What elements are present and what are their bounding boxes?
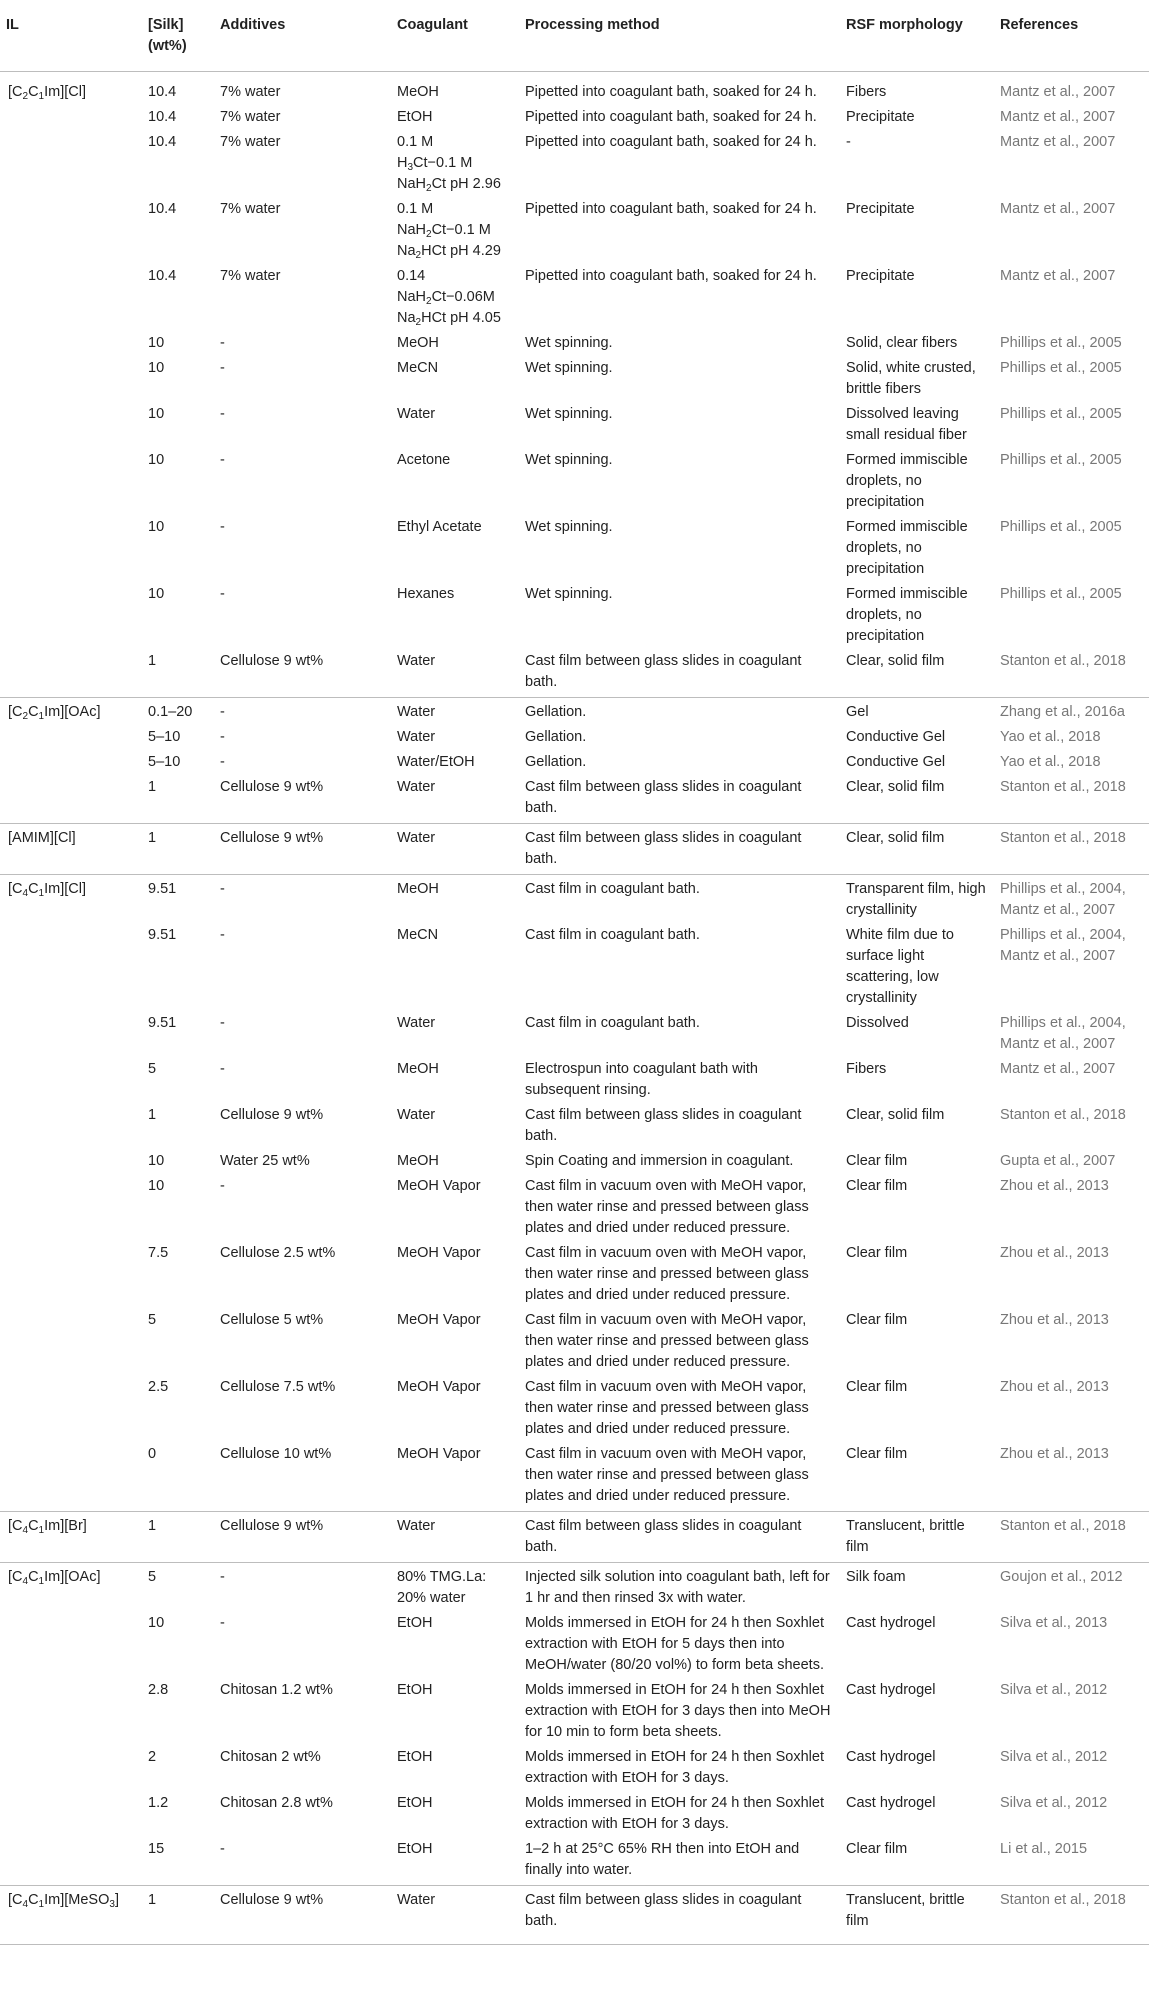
additives-cell: - [220, 1061, 225, 1077]
morphology-cell: Precipitate [846, 268, 915, 284]
table-row [0, 1886, 1149, 1945]
coagulant-cell: Water/EtOH [397, 754, 475, 770]
il-cell [0, 925, 138, 1013]
il-cell [0, 1377, 138, 1444]
additives-cell: Cellulose 9 wt% [214, 1886, 391, 1945]
il-cell: $[C_4C_1Im][Cl]$ [0, 875, 138, 926]
column-header-coagulant: Coagulant [391, 0, 519, 72]
reference-cell: Yao et al., 2018 [1000, 754, 1101, 770]
reference-cell: Phillips et al., 2005 [1000, 586, 1122, 602]
silk-cell: 1.2 [148, 1795, 169, 1811]
il-cell [0, 651, 138, 698]
method-cell: Pipetted into coagulant bath, soaked for 24 h. [525, 201, 817, 217]
reference-cell: Phillips et al., 2004, Mantz et al., 2007 [994, 875, 1149, 926]
morphology-cell: Translucent, brittle film [840, 1512, 994, 1563]
method-cell: Wet spinning. [525, 586, 613, 602]
silk-cell: 5–10 [148, 754, 181, 770]
reference-cell: Mantz et al., 2007 [1000, 1061, 1116, 1077]
coagulant-cell: EtOH [397, 1749, 433, 1765]
reference-cell: Mantz et al., 2007 [1000, 84, 1116, 100]
table-row [0, 1839, 1149, 1886]
additives-cell: Chitosan 1.2 wt% [220, 1682, 333, 1698]
table-row [0, 752, 1149, 777]
reference-cell: Stanton et al., 2018 [1000, 1107, 1126, 1123]
coagulant-cell: EtOH [397, 1795, 433, 1811]
table-row [0, 1747, 1149, 1793]
additives-cell: 7% water [220, 109, 281, 125]
method-cell: Pipetted into coagulant bath, soaked for 24 h. [525, 134, 817, 150]
additives-cell: Cellulose 9 wt% [214, 824, 391, 875]
table-row [0, 1793, 1149, 1839]
coagulant-cell: Hexanes [397, 586, 455, 602]
morphology-cell: Formed immiscible droplets, no precipitation [846, 519, 968, 577]
table-row [0, 1444, 1149, 1512]
method-cell: Pipetted into coagulant bath, soaked for 24 h. [525, 84, 817, 100]
coagulant-cell: Water [397, 653, 436, 669]
method-cell: Pipetted into coagulant bath, soaked for 24 h. [525, 109, 817, 125]
reference-cell: Phillips et al., 2005 [1000, 519, 1122, 535]
reference-cell: Phillips et al., 2005 [1000, 360, 1122, 376]
coagulant-cell: Water [391, 1886, 519, 1945]
method-cell: Cast film in vacuum oven with MeOH vapor, then water rinse and pressed between glass plates and dried under reduced pressure. [525, 1312, 809, 1370]
coagulant-cell: Water [397, 1015, 436, 1031]
reference-cell: Mantz et al., 2007 [1000, 201, 1116, 217]
additives-cell: 7% water [220, 201, 281, 217]
morphology-cell: Conductive Gel [846, 754, 946, 770]
method-cell: Cast film between glass slides in coagulant bath. [525, 779, 802, 816]
silk-cell: 1 [138, 824, 214, 875]
morphology-cell: Clear, solid film [840, 824, 994, 875]
il-cell: $[C_2C_1Im][OAc]$ [0, 698, 138, 728]
coagulant-cell: MeCN [397, 360, 439, 376]
table-row [0, 584, 1149, 651]
coagulant-cell: 0.1 M $H_3Ct-0.1$ M NaH$_2$Ct pH 2.96 [397, 134, 501, 194]
silk-cell: 1 [148, 779, 157, 795]
coagulant-cell: MeOH [397, 335, 439, 351]
reference-cell: Zhou et al., 2013 [1000, 1379, 1109, 1395]
table-row [0, 651, 1149, 698]
table-row [0, 132, 1149, 199]
morphology-cell: Precipitate [846, 201, 915, 217]
reference-cell: Phillips et al., 2004, Mantz et al., 2007 [1000, 927, 1126, 964]
morphology-cell: - [846, 134, 851, 150]
additives-cell: Cellulose 5 wt% [220, 1312, 324, 1328]
additives-cell: - [214, 1563, 391, 1614]
reference-cell: Mantz et al., 2007 [1000, 109, 1116, 125]
method-cell: Molds immersed in EtOH for 24 h then Soxhlet extraction with EtOH for 3 days. [525, 1795, 824, 1832]
method-cell: Gellation. [519, 698, 840, 728]
table-row [0, 925, 1149, 1013]
coagulant-cell: Water [391, 698, 519, 728]
method-cell: Cast film in vacuum oven with MeOH vapor, then water rinse and pressed between glass plates and dried under reduced pressure. [525, 1245, 809, 1303]
additives-cell: - [220, 927, 225, 943]
reference-cell: Phillips et al., 2005 [1000, 406, 1122, 422]
il-cell [0, 1013, 138, 1059]
il-cell [0, 1839, 138, 1886]
additives-cell: Cellulose 2.5 wt% [220, 1245, 336, 1261]
method-cell: Wet spinning. [525, 452, 613, 468]
additives-cell: Cellulose 7.5 wt% [220, 1379, 336, 1395]
method-cell: Wet spinning. [525, 360, 613, 376]
silk-cell: 10.4 [148, 201, 177, 217]
column-header-silk: [Silk] (wt%) [138, 0, 214, 72]
additives-cell: - [220, 1178, 225, 1194]
coagulant-cell: 80% TMG.La: 20% water [391, 1563, 519, 1614]
morphology-cell: Cast hydrogel [846, 1615, 936, 1631]
silk-cell: 10 [148, 1178, 165, 1194]
morphology-cell: Conductive Gel [846, 729, 946, 745]
table-row [0, 1512, 1149, 1563]
silk-cell: 1 [148, 653, 157, 669]
reference-cell: Stanton et al., 2018 [994, 1886, 1149, 1945]
additives-cell: Cellulose 9 wt% [214, 1512, 391, 1563]
coagulant-cell: EtOH [397, 1841, 433, 1857]
reference-cell: Stanton et al., 2018 [994, 824, 1149, 875]
reference-cell: Zhou et al., 2013 [1000, 1446, 1109, 1462]
additives-cell: - [220, 729, 225, 745]
reference-cell: Silva et al., 2012 [1000, 1682, 1108, 1698]
il-cell [0, 132, 138, 199]
silk-cell: 10 [148, 406, 165, 422]
silk-cell: 10 [148, 452, 165, 468]
column-header-rsf-morphology: RSF morphology [840, 0, 994, 72]
method-cell: 1–2 h at 25°C 65% RH then into EtOH and finally into water. [525, 1841, 800, 1878]
morphology-cell: Clear film [846, 1379, 908, 1395]
table-row [0, 199, 1149, 266]
silk-cell: 10 [148, 1153, 165, 1169]
coagulant-cell: Ethyl Acetate [397, 519, 482, 535]
silk-cell: 2 [148, 1749, 157, 1765]
morphology-cell: Fibers [846, 84, 887, 100]
table-row [0, 1377, 1149, 1444]
il-cell [0, 1176, 138, 1243]
il-cell: $[C_4C_1Im][OAc]$ [0, 1563, 138, 1614]
morphology-cell: Formed immiscible droplets, no precipitation [846, 452, 968, 510]
column-header-additives: Additives [214, 0, 391, 72]
method-cell: Cast film in vacuum oven with MeOH vapor, then water rinse and pressed between glass plates and dried under reduced pressure. [525, 1178, 809, 1236]
method-cell: Spin Coating and immersion in coagulant. [525, 1153, 794, 1169]
method-cell: Cast film in coagulant bath. [519, 875, 840, 926]
table-row [0, 358, 1149, 404]
method-cell: Wet spinning. [525, 519, 613, 535]
additives-cell: 7% water [220, 134, 281, 150]
reference-cell: Silva et al., 2012 [1000, 1749, 1108, 1765]
il-cell [0, 404, 138, 450]
table-row [0, 404, 1149, 450]
table-row [0, 1151, 1149, 1176]
il-cell [0, 1793, 138, 1839]
silk-cell: 1 [138, 1886, 214, 1945]
il-cell [0, 1680, 138, 1747]
morphology-cell: Clear film [846, 1178, 908, 1194]
il-cell [0, 1105, 138, 1151]
silk-cell: 10.4 [148, 268, 177, 284]
silk-cell: 7.5 [148, 1245, 169, 1261]
silk-cell: 15 [148, 1841, 165, 1857]
additives-cell: - [220, 586, 225, 602]
table-row [0, 1059, 1149, 1105]
morphology-cell: Dissolved [846, 1015, 909, 1031]
method-cell: Wet spinning. [525, 335, 613, 351]
additives-cell: Cellulose 9 wt% [220, 779, 324, 795]
table-header [0, 0, 1149, 72]
silk-cell: 9.51 [138, 875, 214, 926]
coagulant-cell: Water [397, 1107, 436, 1123]
morphology-cell: Dissolved leaving small residual fiber [846, 406, 967, 443]
silk-cell: 9.51 [148, 927, 177, 943]
table-body [0, 72, 1149, 1945]
silk-cell: 10.4 [148, 109, 177, 125]
coagulant-cell: MeCN [397, 927, 439, 943]
silk-cell: 5 [138, 1563, 214, 1614]
reference-cell: Silva et al., 2012 [1000, 1795, 1108, 1811]
additives-cell: - [220, 452, 225, 468]
morphology-cell: Solid, clear fibers [846, 335, 958, 351]
reference-cell: Stanton et al., 2018 [1000, 653, 1126, 669]
il-cell [0, 107, 138, 132]
il-cell [0, 333, 138, 358]
coagulant-cell: EtOH [397, 109, 433, 125]
il-cell [0, 584, 138, 651]
table-row [0, 1243, 1149, 1310]
coagulant-cell: Water [397, 779, 436, 795]
method-cell: Cast film between glass slides in coagulant bath. [519, 1512, 840, 1563]
il-cell [0, 199, 138, 266]
coagulant-cell: MeOH [397, 84, 439, 100]
reference-cell: Yao et al., 2018 [1000, 729, 1101, 745]
reference-cell: Mantz et al., 2007 [1000, 268, 1116, 284]
table-row [0, 107, 1149, 132]
additives-cell: Cellulose 9 wt% [220, 653, 324, 669]
silk-cell: 10 [148, 1615, 165, 1631]
table-row [0, 1105, 1149, 1151]
coagulant-cell: Water [391, 824, 519, 875]
il-cell [0, 517, 138, 584]
reference-cell: Li et al., 2015 [1000, 1841, 1088, 1857]
additives-cell: - [220, 754, 225, 770]
reference-cell: Phillips et al., 2005 [1000, 452, 1122, 468]
table-row [0, 1176, 1149, 1243]
coagulant-cell: MeOH Vapor [397, 1178, 481, 1194]
method-cell: Gellation. [525, 754, 587, 770]
silk-cell: 9.51 [148, 1015, 177, 1031]
method-cell: Electrospun into coagulant bath with subsequent rinsing. [525, 1061, 758, 1098]
reference-cell: Zhou et al., 2013 [1000, 1245, 1109, 1261]
method-cell: Molds immersed in EtOH for 24 h then Soxhlet extraction with EtOH for 3 days. [525, 1749, 824, 1786]
il-cell [0, 752, 138, 777]
additives-cell: - [214, 875, 391, 926]
table-row [0, 875, 1149, 926]
il-cell [0, 777, 138, 824]
method-cell: Cast film in vacuum oven with MeOH vapor, then water rinse and pressed between glass plates and dried under reduced pressure. [525, 1446, 809, 1504]
silk-cell: 1 [138, 1512, 214, 1563]
additives-cell: - [220, 360, 225, 376]
il-cell [0, 1747, 138, 1793]
morphology-cell: Clear film [846, 1245, 908, 1261]
method-cell: Injected silk solution into coagulant bath, left for 1 hr and then rinsed 3x with water. [519, 1563, 840, 1614]
silk-cell: 10.4 [148, 84, 177, 100]
additives-cell: - [220, 1841, 225, 1857]
morphology-cell: Clear, solid film [846, 653, 945, 669]
table-row [0, 1310, 1149, 1377]
additives-cell: - [220, 406, 225, 422]
silk-cell: 1 [148, 1107, 157, 1123]
coagulant-cell: MeOH [397, 1153, 439, 1169]
silk-cell: 2.5 [148, 1379, 169, 1395]
table-row [0, 1680, 1149, 1747]
column-header-references: References [994, 0, 1149, 72]
silk-cell: 2.8 [148, 1682, 169, 1698]
coagulant-cell: MeOH Vapor [397, 1446, 481, 1462]
morphology-cell: Clear film [846, 1153, 908, 1169]
il-cell [0, 1310, 138, 1377]
coagulant-cell: MeOH Vapor [397, 1379, 481, 1395]
morphology-cell: Precipitate [846, 109, 915, 125]
method-cell: Cast film between glass slides in coagulant bath. [519, 1886, 840, 1945]
morphology-cell: Transparent film, high crystallinity [840, 875, 994, 926]
reference-cell: Mantz et al., 2007 [1000, 134, 1116, 150]
additives-cell: 7% water [220, 84, 281, 100]
additives-cell: Chitosan 2.8 wt% [220, 1795, 333, 1811]
reference-cell: Zhou et al., 2013 [1000, 1312, 1109, 1328]
coagulant-cell: 0.1 M NaH$_2$Ct−0.1 M $Na_2HCt$ pH 4.29 [397, 201, 501, 261]
additives-cell: - [220, 335, 225, 351]
table-row [0, 517, 1149, 584]
morphology-cell: Cast hydrogel [846, 1795, 936, 1811]
silk-cell: 10.4 [148, 134, 177, 150]
reference-cell: Phillips et al., 2005 [1000, 335, 1122, 351]
coagulant-cell: MeOH [391, 875, 519, 926]
morphology-cell: Clear film [846, 1446, 908, 1462]
coagulant-cell: Acetone [397, 452, 451, 468]
silk-cell: 10 [148, 360, 165, 376]
reference-cell: Goujon et al., 2012 [994, 1563, 1149, 1614]
reference-cell: Phillips et al., 2004, Mantz et al., 2007 [1000, 1015, 1126, 1052]
reference-cell: Zhang et al., 2016a [994, 698, 1149, 728]
morphology-cell: Translucent, brittle film [840, 1886, 994, 1945]
table-row [0, 1013, 1149, 1059]
coagulant-cell: Water [397, 406, 436, 422]
column-header-processing-method: Processing method [519, 0, 840, 72]
il-cell: $[C_4C_1Im][MeSO_3]$ [0, 1886, 138, 1945]
additives-cell: 7% water [220, 268, 281, 284]
method-cell: Cast film in coagulant bath. [525, 1015, 700, 1031]
additives-cell: Water 25 wt% [220, 1153, 310, 1169]
additives-cell: - [220, 1615, 225, 1631]
il-cell: [AMIM][Cl] [0, 824, 138, 875]
silk-cell: 5–10 [148, 729, 181, 745]
il-cell [0, 358, 138, 404]
method-cell: Cast film in vacuum oven with MeOH vapor, then water rinse and pressed between glass plates and dried under reduced pressure. [525, 1379, 809, 1437]
coagulant-cell: EtOH [397, 1615, 433, 1631]
morphology-cell: White film due to surface light scattering, low crystallinity [846, 927, 954, 1006]
reference-cell: Stanton et al., 2018 [1000, 779, 1126, 795]
method-cell: Molds immersed in EtOH for 24 h then Soxhlet extraction with EtOH for 5 days then into MeOH/water (80/20 vol%) to form beta sheets. [525, 1615, 824, 1673]
il-cell [0, 450, 138, 517]
il-cell [0, 1243, 138, 1310]
morphology-cell: Gel [840, 698, 994, 728]
morphology-cell: Clear, solid film [846, 779, 945, 795]
silk-cell: 5 [148, 1312, 157, 1328]
morphology-cell: Cast hydrogel [846, 1749, 936, 1765]
morphology-cell: Cast hydrogel [846, 1682, 936, 1698]
table-row [0, 824, 1149, 875]
coagulant-cell: Water [391, 1512, 519, 1563]
silk-cell: 5 [148, 1061, 157, 1077]
method-cell: Cast film in coagulant bath. [525, 927, 700, 943]
table-row [0, 1563, 1149, 1614]
silk-cell: 0 [148, 1446, 157, 1462]
coagulant-cell: Water [397, 729, 436, 745]
il-cell [0, 1613, 138, 1680]
coagulant-cell: MeOH Vapor [397, 1312, 481, 1328]
morphology-cell: Fibers [846, 1061, 887, 1077]
coagulant-cell: 0.14 NaH$_2$Ct−0.06M $Na_2HCt$ pH 4.05 [397, 268, 501, 328]
column-header-il: IL [0, 0, 138, 72]
il-cell [0, 266, 138, 333]
method-cell: Wet spinning. [525, 406, 613, 422]
il-cell: $[C_4C_1Im][Br]$ [0, 1512, 138, 1563]
il-cell [0, 1151, 138, 1176]
il-cell [0, 1059, 138, 1105]
method-cell: Pipetted into coagulant bath, soaked for 24 h. [525, 268, 817, 284]
morphology-cell: Silk foam [840, 1563, 994, 1614]
table-row [0, 72, 1149, 108]
table-row [0, 698, 1149, 728]
silk-cell: 10 [148, 519, 165, 535]
morphology-cell: Clear film [846, 1841, 908, 1857]
table-row [0, 266, 1149, 333]
method-cell: Cast film between glass slides in coagulant bath. [525, 1107, 802, 1144]
table-row [0, 727, 1149, 752]
additives-cell: Cellulose 9 wt% [220, 1107, 324, 1123]
silk-cell: 10 [148, 335, 165, 351]
additives-cell: - [220, 519, 225, 535]
additives-cell: - [214, 698, 391, 728]
il-cell: $[C_2C_1Im][Cl]$ [8, 84, 86, 102]
additives-cell: Cellulose 10 wt% [220, 1446, 332, 1462]
coagulant-cell: MeOH Vapor [397, 1245, 481, 1261]
morphology-cell: Solid, white crusted, brittle fibers [846, 360, 976, 397]
method-cell: Molds immersed in EtOH for 24 h then Soxhlet extraction with EtOH for 3 days then into MeOH for 10 min to form beta sheets. [525, 1682, 831, 1740]
il-cell [0, 1444, 138, 1512]
method-cell: Gellation. [525, 729, 587, 745]
reference-cell: Silva et al., 2013 [1000, 1615, 1108, 1631]
additives-cell: Chitosan 2 wt% [220, 1749, 321, 1765]
reference-cell: Gupta et al., 2007 [1000, 1153, 1116, 1169]
morphology-cell: Formed immiscible droplets, no precipitation [846, 586, 968, 644]
coagulant-cell: EtOH [397, 1682, 433, 1698]
table-row [0, 333, 1149, 358]
method-cell: Cast film between glass slides in coagulant bath. [525, 653, 802, 690]
reference-cell: Stanton et al., 2018 [994, 1512, 1149, 1563]
additives-cell: - [220, 1015, 225, 1031]
method-cell: Cast film between glass slides in coagulant bath. [519, 824, 840, 875]
table-row [0, 1613, 1149, 1680]
table-row [0, 450, 1149, 517]
silk-cell: 10 [148, 586, 165, 602]
morphology-cell: Clear, solid film [846, 1107, 945, 1123]
reference-cell: Zhou et al., 2013 [1000, 1178, 1109, 1194]
silk-cell: 0.1–20 [138, 698, 214, 728]
coagulant-cell: MeOH [397, 1061, 439, 1077]
morphology-cell: Clear film [846, 1312, 908, 1328]
table-row [0, 777, 1149, 824]
il-cell [0, 727, 138, 752]
